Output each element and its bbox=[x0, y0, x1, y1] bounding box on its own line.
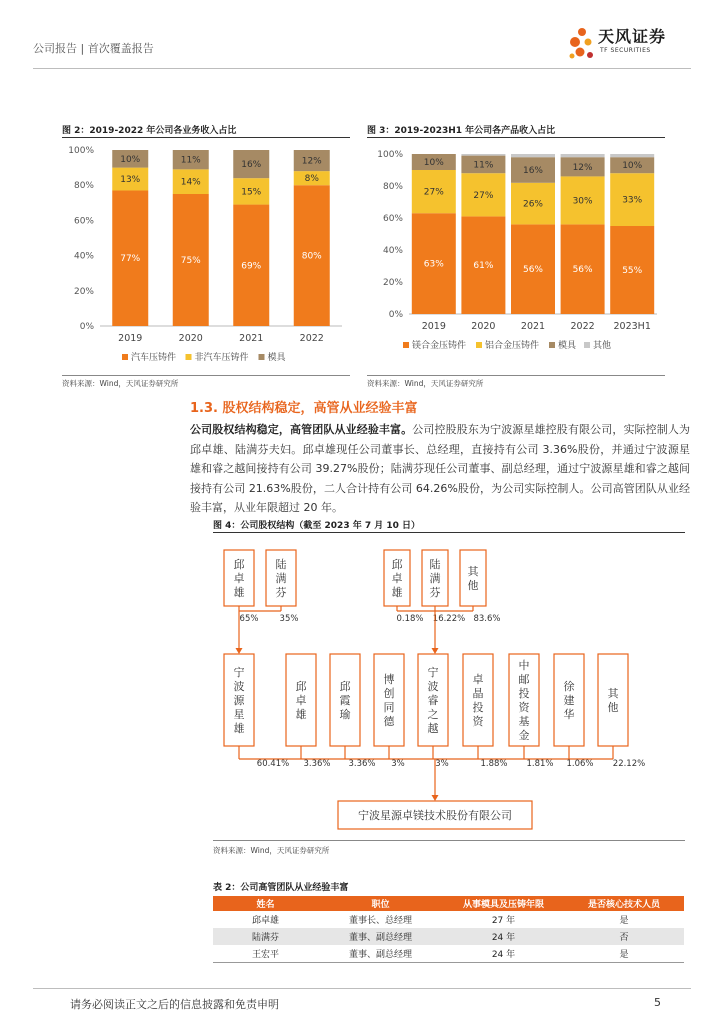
holder-char: 创 bbox=[383, 687, 395, 700]
fig2-title-rule bbox=[62, 137, 350, 138]
fig3-chart bbox=[367, 140, 665, 372]
x-tick-label: 2022 bbox=[570, 321, 595, 332]
x-tick-label: 2021 bbox=[520, 321, 546, 332]
holder-char: 中 bbox=[518, 659, 530, 672]
fig4-title: 图 4：公司股权结构（截至 2023 年 7 月 10 日） bbox=[213, 521, 421, 531]
legend-label: 模具 bbox=[267, 353, 286, 363]
ownership-percent: 3.36% bbox=[348, 759, 376, 769]
fig2-title: 图 2：2019-2022 年公司各业务收入占比 bbox=[62, 126, 237, 136]
legend-label: 模具 bbox=[558, 341, 577, 351]
x-tick-label: 2022 bbox=[299, 333, 324, 344]
holder-box bbox=[374, 654, 404, 746]
holder-char: 资 bbox=[472, 715, 484, 728]
y-tick-label: 100% bbox=[68, 146, 94, 156]
section-paragraph bbox=[190, 420, 690, 518]
ownership-percent: 0.18% bbox=[396, 614, 424, 624]
ownership-percent: 1.81% bbox=[526, 759, 554, 769]
ownership-percent: 65% bbox=[239, 614, 259, 624]
shareholder-char: 邱 bbox=[233, 558, 245, 571]
footer-divider bbox=[33, 988, 691, 989]
ownership-percent: 35% bbox=[279, 614, 299, 624]
cell-position: 董事长、总经理 bbox=[348, 916, 412, 926]
cell-core-tech: 否 bbox=[564, 928, 684, 945]
holder-char: 雄 bbox=[295, 708, 307, 721]
y-tick-label: 80% bbox=[73, 181, 94, 192]
shareholder-char: 卓 bbox=[233, 572, 245, 585]
data-label: 14% bbox=[180, 177, 201, 188]
x-tick-label: 2020 bbox=[471, 321, 496, 332]
ownership-percent: 1.06% bbox=[566, 759, 594, 769]
data-label: 27% bbox=[423, 187, 444, 198]
legend-swatch bbox=[122, 354, 128, 360]
shareholder-char: 陆 bbox=[429, 558, 441, 571]
col-header-name: 姓名 bbox=[213, 896, 318, 911]
company-name: 宁波星源卓镁技术股份有限公司 bbox=[358, 809, 512, 822]
shareholder-char: 其 bbox=[467, 565, 479, 578]
data-label: 56% bbox=[572, 265, 593, 276]
holder-char: 建 bbox=[563, 694, 575, 707]
ownership-percent: 3% bbox=[435, 759, 449, 769]
holder-char: 其 bbox=[607, 687, 619, 700]
legend-label: 镁合金压铸件 bbox=[412, 341, 467, 351]
data-label: 16% bbox=[241, 160, 262, 171]
data-label: 11% bbox=[180, 155, 201, 166]
legend-swatch bbox=[584, 342, 590, 348]
cell-years: 27 年 bbox=[491, 916, 516, 926]
data-label: 63% bbox=[423, 259, 444, 270]
fig3-bottom-rule bbox=[367, 375, 665, 376]
data-label: 75% bbox=[180, 256, 201, 266]
table-header-row bbox=[213, 896, 684, 911]
fig4-bottom-rule bbox=[213, 840, 685, 841]
cell-years: 24 年 bbox=[443, 945, 564, 962]
data-label: 61% bbox=[473, 261, 494, 272]
table-row bbox=[213, 928, 684, 945]
data-label: 77% bbox=[120, 254, 141, 265]
data-label: 12% bbox=[572, 162, 593, 173]
shareholder-char: 邱 bbox=[391, 558, 403, 571]
bar-segment bbox=[561, 154, 605, 157]
legend-label: 汽车压铸件 bbox=[131, 353, 177, 363]
holder-char: 睿 bbox=[427, 694, 439, 707]
bar-segment bbox=[610, 154, 654, 157]
holder-char: 基 bbox=[518, 715, 530, 728]
shareholder-char: 雄 bbox=[391, 586, 403, 599]
holder-box bbox=[598, 654, 628, 746]
data-label: 80% bbox=[301, 251, 322, 262]
fig2-source: 资料来源：Wind，天风证券研究所 bbox=[62, 379, 179, 388]
data-label: 10% bbox=[120, 154, 141, 165]
data-label: 55% bbox=[622, 266, 643, 276]
holder-box bbox=[463, 654, 493, 746]
bar-segment bbox=[511, 154, 555, 157]
holder-char: 金 bbox=[518, 729, 530, 742]
cell-name: 陆满芬 bbox=[213, 928, 318, 945]
data-label: 69% bbox=[241, 261, 262, 272]
arrow-head-icon bbox=[432, 648, 439, 654]
y-tick-label: 60% bbox=[382, 214, 403, 224]
chart-svg bbox=[367, 140, 665, 372]
data-label: 26% bbox=[522, 199, 544, 210]
x-tick-label: 2019 bbox=[118, 333, 143, 344]
cell-core-tech: 是 bbox=[564, 945, 684, 962]
page-number: 5 bbox=[654, 996, 661, 1009]
cell-name: 邱卓雄 bbox=[251, 916, 279, 926]
y-tick-label: 40% bbox=[382, 246, 403, 256]
shareholder-box bbox=[460, 550, 486, 606]
data-label: 10% bbox=[622, 161, 643, 172]
fig4-title-rule bbox=[213, 532, 685, 533]
x-tick-label: 2023H1 bbox=[613, 321, 651, 332]
shareholder-char: 满 bbox=[429, 572, 441, 585]
holder-char: 投 bbox=[472, 701, 484, 714]
ownership-percent: 16.22% bbox=[432, 614, 466, 624]
data-label: 11% bbox=[473, 160, 494, 171]
legend-swatch bbox=[403, 342, 409, 348]
fig3-source: 资料来源：Wind，天风证券研究所 bbox=[367, 379, 484, 388]
holder-char: 资 bbox=[518, 701, 530, 714]
legend-label: 铝合金压铸件 bbox=[485, 341, 540, 351]
ownership-percent: 22.12% bbox=[612, 759, 646, 769]
holder-char: 晶 bbox=[472, 687, 484, 700]
section-heading: 1.3. 股权结构稳定，高管从业经验丰富 bbox=[190, 401, 418, 416]
holder-char: 雄 bbox=[233, 722, 245, 735]
holder-char: 宁 bbox=[233, 666, 245, 679]
cell-years: 24 年 bbox=[443, 928, 564, 945]
fig2-bottom-rule bbox=[62, 375, 350, 376]
holder-char: 越 bbox=[427, 722, 439, 735]
cell-core-tech: 是 bbox=[619, 916, 629, 926]
report-type-header: 公司报告 | 首次覆盖报告 bbox=[33, 42, 154, 55]
holder-char: 他 bbox=[607, 701, 619, 714]
legend-swatch bbox=[186, 354, 192, 360]
holder-char: 之 bbox=[427, 708, 439, 721]
header-divider bbox=[33, 68, 691, 69]
holder-char: 波 bbox=[427, 680, 439, 693]
legend-label: 其他 bbox=[593, 341, 612, 351]
holder-char: 霞 bbox=[339, 694, 351, 707]
holder-char: 博 bbox=[383, 673, 395, 686]
arrow-head-icon bbox=[236, 648, 243, 654]
x-tick-label: 2020 bbox=[178, 333, 203, 344]
table-row bbox=[213, 911, 684, 928]
holder-char: 华 bbox=[563, 708, 575, 721]
shareholder-char: 满 bbox=[275, 572, 287, 585]
x-tick-label: 2021 bbox=[239, 333, 264, 344]
legend-swatch bbox=[476, 342, 482, 348]
paragraph-body: 公司控股股东为宁波源星雄控股有限公司，实际控制人为邱卓雄、陆满芬夫妇。邱卓雄现任公司董事长、总经理，直接持有公司 3.36%股份，并通过宁波源星雄和睿之越间接持有公司 39.27%股份；陆满芬现任公司董事、副总经理，通过宁波源星雄和睿之越间接持有公司 21.63%股份，二人合计持有公司 64.26%股份，为公司实际控制人。公司高管团队从业经验丰富，从业年限超过 20 年。 bbox=[190, 423, 691, 514]
shareholder-char: 他 bbox=[467, 579, 479, 592]
ownership-percent: 60.41% bbox=[256, 759, 290, 769]
shareholder-char: 芬 bbox=[429, 586, 441, 599]
data-label: 15% bbox=[241, 187, 262, 198]
logo-brand-name-en: TF SECURITIES bbox=[600, 47, 651, 54]
holder-char: 波 bbox=[233, 680, 245, 693]
table2-title: 表 2：公司高管团队从业经验丰富 bbox=[213, 883, 349, 893]
legend-label: 非汽车压铸件 bbox=[194, 353, 249, 363]
holder-char: 宁 bbox=[427, 666, 439, 679]
paragraph-lead: 公司股权结构稳定，高管团队从业经验丰富。 bbox=[190, 423, 413, 436]
shareholder-char: 卓 bbox=[391, 572, 403, 585]
table-row bbox=[213, 945, 684, 962]
ownership-structure-diagram bbox=[210, 537, 698, 842]
fig4-source: 资料来源：Wind，天风证券研究所 bbox=[213, 846, 330, 855]
legend-swatch bbox=[549, 342, 555, 348]
data-label: 16% bbox=[522, 166, 544, 176]
y-tick-label: 0% bbox=[79, 322, 94, 332]
holder-char: 德 bbox=[383, 715, 395, 728]
holder-char: 徐 bbox=[563, 680, 575, 693]
col-header-position: 职位 bbox=[318, 896, 443, 911]
logo-brand-name: 天风证券 bbox=[598, 27, 667, 46]
data-label: 30% bbox=[572, 196, 593, 207]
data-label: 10% bbox=[423, 158, 444, 168]
ownership-percent: 1.88% bbox=[480, 759, 508, 769]
holder-char: 卓 bbox=[472, 673, 484, 686]
y-tick-label: 0% bbox=[388, 310, 403, 320]
col-header-years: 从事模具及压铸年限 bbox=[443, 896, 564, 911]
col-header-core-tech: 是否核心技术人员 bbox=[564, 896, 684, 911]
legend-swatch bbox=[259, 354, 265, 360]
y-tick-label: 80% bbox=[382, 182, 403, 192]
footer-disclaimer: 请务必阅读正文之后的信息披露和免责申明 bbox=[70, 998, 279, 1011]
holder-char: 卓 bbox=[295, 694, 307, 707]
data-label: 8% bbox=[304, 174, 319, 185]
holder-char: 瑜 bbox=[339, 708, 351, 721]
ownership-percent: 3.36% bbox=[303, 759, 331, 769]
data-label: 12% bbox=[301, 156, 322, 167]
cell-position: 董事、副总经理 bbox=[318, 928, 443, 945]
y-tick-label: 20% bbox=[73, 286, 94, 297]
data-label: 33% bbox=[622, 195, 643, 206]
x-tick-label: 2019 bbox=[421, 321, 446, 332]
holder-char: 邱 bbox=[295, 680, 307, 693]
data-label: 27% bbox=[473, 190, 494, 201]
shareholder-char: 陆 bbox=[275, 558, 287, 571]
bar-segment bbox=[461, 154, 505, 156]
fig3-title: 图 3：2019-2023H1 年公司各产品收入占比 bbox=[367, 126, 556, 136]
data-label: 56% bbox=[522, 265, 544, 276]
holder-char: 邱 bbox=[339, 680, 351, 693]
ownership-percent: 83.6% bbox=[473, 614, 501, 624]
cell-position: 董事、副总经理 bbox=[318, 945, 443, 962]
shareholder-char: 芬 bbox=[275, 586, 287, 599]
y-tick-label: 60% bbox=[73, 216, 94, 227]
holder-char: 源 bbox=[233, 694, 245, 707]
fig3-title-rule bbox=[367, 137, 665, 138]
ownership-percent: 3% bbox=[391, 759, 405, 769]
y-tick-label: 100% bbox=[377, 150, 403, 160]
data-label: 13% bbox=[120, 175, 141, 186]
y-tick-label: 40% bbox=[73, 251, 94, 262]
holder-char: 投 bbox=[518, 687, 530, 700]
fig2-chart bbox=[62, 140, 350, 372]
shareholder-char: 雄 bbox=[233, 586, 245, 599]
holder-char: 邮 bbox=[518, 673, 530, 686]
chart-svg bbox=[62, 140, 350, 372]
holder-char: 星 bbox=[233, 708, 245, 721]
cell-name: 王宏平 bbox=[213, 945, 318, 962]
y-tick-label: 20% bbox=[382, 278, 403, 288]
management-table bbox=[213, 896, 684, 963]
holder-char: 同 bbox=[383, 701, 395, 714]
arrow-head-icon bbox=[432, 795, 439, 801]
